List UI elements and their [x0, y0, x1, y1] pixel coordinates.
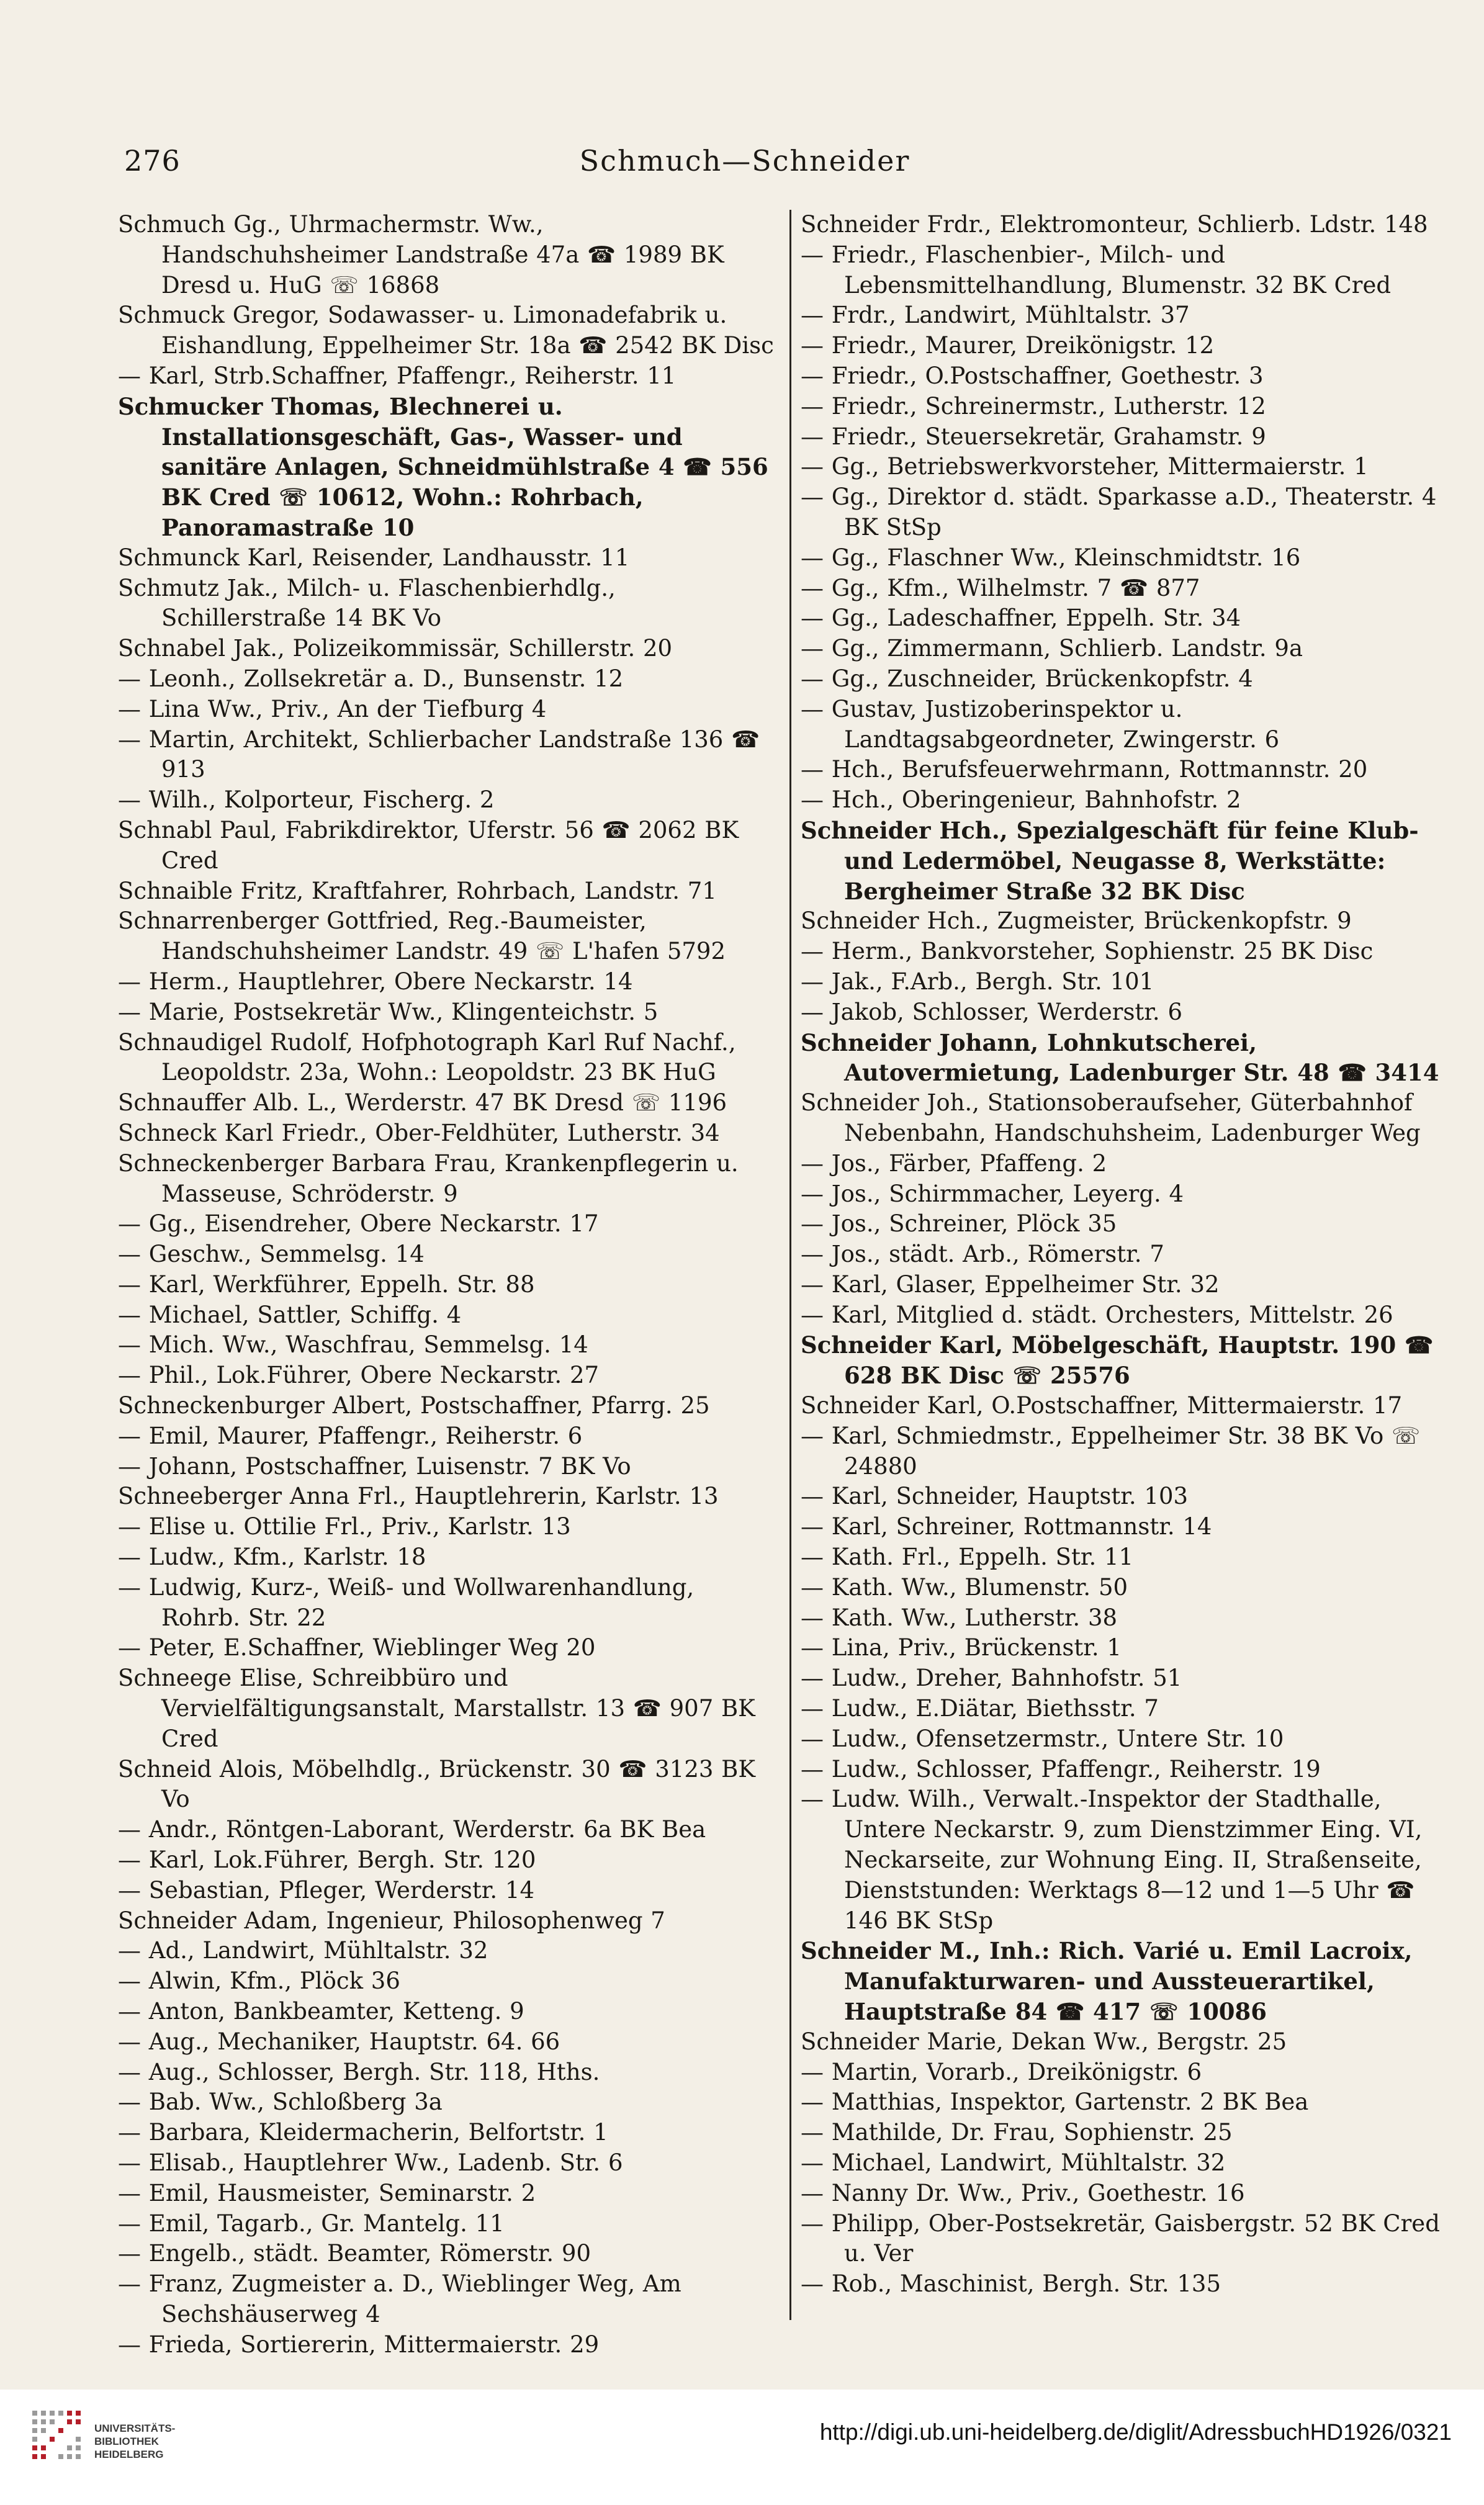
directory-entry: Schnabel Jak., Polizeikommissär, Schillerstr. 20 — [118, 635, 673, 662]
directory-entry: — Leonh., Zollsekretär a. D., Bunsenstr. 12 — [118, 665, 624, 692]
directory-entry: — Andr., Röntgen-Laborant, Werderstr. 6a BK Bea — [118, 1816, 706, 1843]
directory-entry: Schneider Joh., Stationsoberaufseher, Güterbahnhof Nebenbahn, Handschuhsheim, Ladenburger Weg — [801, 1089, 1421, 1146]
directory-entry: — Jos., Färber, Pfaffeng. 2 — [801, 1149, 1107, 1177]
directory-entry: — Hch., Oberingenieur, Bahnhofstr. 2 — [801, 786, 1241, 814]
directory-entry: Schneider Hch., Spezialgeschäft für feine Klub- und Ledermöbel, Neugasse 8, Werkstätte: Bergheimer Straße 32 BK Disc — [801, 816, 1419, 905]
directory-entry: — Ludw., Ofensetzermstr., Untere Str. 10 — [801, 1725, 1284, 1752]
directory-entry: — Geschw., Semmelsg. 14 — [118, 1241, 425, 1268]
directory-entry: — Aug., Schlosser, Bergh. Str. 118, Hths. — [118, 2058, 600, 2085]
directory-entry: — Phil., Lok.Führer, Obere Neckarstr. 27 — [118, 1362, 600, 1389]
directory-entry: — Emil, Hausmeister, Seminarstr. 2 — [118, 2179, 536, 2206]
directory-entry: Schneck Karl Friedr., Ober-Feldhüter, Lutherstr. 34 — [118, 1119, 720, 1146]
directory-entry: — Gg., Zuschneider, Brückenkopfstr. 4 — [801, 665, 1253, 692]
directory-entry: — Ludw., Dreher, Bahnhofstr. 51 — [801, 1665, 1182, 1692]
directory-entry: — Gg., Kfm., Wilhelmstr. 7 ☎ 877 — [801, 574, 1200, 601]
library-logo — [30, 2408, 191, 2476]
directory-entry: — Martin, Vorarb., Dreikönigstr. 6 — [801, 2058, 1202, 2085]
directory-entry: — Johann, Postschaffner, Luisenstr. 7 BK Vo — [118, 1452, 631, 1480]
directory-entry: — Jos., Schreiner, Plöck 35 — [801, 1210, 1117, 1238]
directory-entry: Schmutz Jak., Milch- u. Flaschenbierhdlg., Schillerstraße 14 BK Vo — [118, 574, 616, 632]
directory-entry: Schneckenberger Barbara Frau, Krankenpflegerin u. Masseuse, Schröderstr. 9 — [118, 1149, 739, 1207]
directory-entry: — Michael, Landwirt, Mühltalstr. 32 — [801, 2149, 1226, 2176]
directory-entry: Schneid Alois, Möbelhdlg., Brückenstr. 30 ☎ 3123 BK Vo — [118, 1755, 755, 1813]
directory-entry: — Marie, Postsekretär Ww., Klingenteichstr. 5 — [118, 998, 659, 1025]
directory-entry: — Matthias, Inspektor, Gartenstr. 2 BK Bea — [801, 2089, 1309, 2116]
directory-entry: — Gg., Betriebswerkvorsteher, Mittermaierstr. 1 — [801, 453, 1369, 480]
directory-entry: — Rob., Maschinist, Bergh. Str. 135 — [801, 2270, 1221, 2298]
page-header — [124, 144, 1365, 200]
directory-entry: — Lina Ww., Priv., An der Tiefburg 4 — [118, 695, 547, 722]
directory-entry: — Wilh., Kolporteur, Fischerg. 2 — [118, 786, 495, 814]
directory-entry: — Karl, Werkführer, Eppelh. Str. 88 — [118, 1270, 535, 1298]
page-number: 276 — [124, 144, 181, 178]
directory-entry: — Hch., Berufsfeuerwehrmann, Rottmannstr. 20 — [801, 756, 1368, 783]
directory-entry: — Emil, Tagarb., Gr. Mantelg. 11 — [118, 2210, 505, 2237]
directory-entry: — Karl, Schreiner, Rottmannstr. 14 — [801, 1513, 1212, 1540]
directory-entry: Schnabl Paul, Fabrikdirektor, Uferstr. 56 ☎ 2062 BK Cred — [118, 816, 739, 874]
library-name: UNIVERSITÄTS- BIBLIOTHEK HEIDELBERG — [94, 2422, 176, 2460]
directory-entry: — Bab. Ww., Schloßberg 3a — [118, 2089, 443, 2116]
directory-entry: — Gg., Zimmermann, Schlierb. Landstr. 9a — [801, 635, 1303, 662]
directory-entry: — Aug., Mechaniker, Hauptstr. 64. 66 — [118, 2028, 560, 2055]
directory-entry: — Nanny Dr. Ww., Priv., Goethestr. 16 — [801, 2179, 1245, 2206]
directory-entry: — Jos., Schirmmacher, Leyerg. 4 — [801, 1180, 1184, 1207]
right-column — [801, 210, 1459, 2326]
directory-entry: — Gg., Flaschner Ww., Kleinschmidtstr. 16 — [801, 544, 1301, 571]
directory-entry: — Karl, Strb.Schaffner, Pfaffengr., Reiherstr. 11 — [118, 362, 677, 389]
directory-entry: — Gg., Eisendreher, Obere Neckarstr. 17 — [118, 1210, 599, 1238]
directory-entry: — Frdr., Landwirt, Mühltalstr. 37 — [801, 302, 1190, 329]
directory-entry: Schnaudigel Rudolf, Hofphotograph Karl Ruf Nachf., Leopoldstr. 23a, Wohn.: Leopoldstr. 23 BK HuG — [118, 1028, 736, 1086]
directory-entry: — Franz, Zugmeister a. D., Wieblinger Weg, Am Sechshäuserweg 4 — [118, 2270, 681, 2327]
directory-entry: Schneider Karl, O.Postschaffner, Mittermaierstr. 17 — [801, 1392, 1403, 1419]
directory-entry: — Ludw. Wilh., Verwalt.-Inspektor der Stadthalle, Untere Neckarstr. 9, zum Dienstzimmer Eing. VI, Neckarseite, zur Wohnung Eing. II, Straßenseite, Dienststunden: Werktags 8—12 und 1—5 Uhr ☎ 146 BK StSp — [801, 1786, 1423, 1934]
directory-entry: — Martin, Architekt, Schlierbacher Landstraße 136 ☎ 913 — [118, 726, 760, 783]
directory-entry: — Jak., F.Arb., Bergh. Str. 101 — [801, 968, 1154, 995]
directory-entry: — Karl, Schneider, Hauptstr. 103 — [801, 1483, 1189, 1510]
directory-entry: — Sebastian, Pfleger, Werderstr. 14 — [118, 1876, 534, 1904]
column-divider — [789, 210, 791, 2320]
library-seal-icon — [30, 2408, 89, 2468]
directory-entry: Schneider Johann, Lohnkutscherei, Autovermietung, Ladenburger Str. 48 ☎ 3414 — [801, 1028, 1439, 1087]
directory-entry: — Frieda, Sortiererin, Mittermaierstr. 29 — [118, 2331, 600, 2358]
directory-entry: — Friedr., Steuersekretär, Grahamstr. 9 — [801, 423, 1266, 450]
directory-entry: — Karl, Glaser, Eppelheimer Str. 32 — [801, 1270, 1220, 1298]
directory-entry: Schmunck Karl, Reisender, Landhausstr. 11 — [118, 544, 630, 571]
directory-entry: — Mathilde, Dr. Frau, Sophienstr. 25 — [801, 2119, 1233, 2146]
directory-entry: — Elise u. Ottilie Frl., Priv., Karlstr. 13 — [118, 1513, 571, 1540]
directory-entry: — Ludw., Schlosser, Pfaffengr., Reiherstr. 19 — [801, 1755, 1321, 1783]
directory-entry: — Peter, E.Schaffner, Wieblinger Weg 20 — [118, 1634, 596, 1662]
directory-entry: — Kath. Ww., Lutherstr. 38 — [801, 1604, 1118, 1631]
directory-entry: — Karl, Schmiedmstr., Eppelheimer Str. 38 BK Vo ☏ 24880 — [801, 1422, 1421, 1480]
directory-entry: Schneider Adam, Ingenieur, Philosophenweg 7 — [118, 1907, 665, 1934]
directory-entry: — Jakob, Schlosser, Werderstr. 6 — [801, 998, 1182, 1025]
source-url-link[interactable]: http://digi.ub.uni-heidelberg.de/diglit/AdressbuchHD1926/0321 — [819, 2419, 1452, 2445]
directory-entry: Schneider Karl, Möbelgeschäft, Hauptstr. 190 ☎ 628 BK Disc ☏ 25576 — [801, 1331, 1434, 1390]
directory-entry: Schneege Elise, Schreibbüro und Vervielfältigungsanstalt, Marstallstr. 13 ☎ 907 BK Cred — [118, 1665, 755, 1752]
directory-entry: — Herm., Bankvorsteher, Sophienstr. 25 BK Disc — [801, 938, 1374, 965]
directory-entry: — Friedr., Schreinermstr., Lutherstr. 12 — [801, 392, 1266, 420]
directory-entry: — Gg., Direktor d. städt. Sparkasse a.D., Theaterstr. 4 BK StSp — [801, 483, 1437, 541]
directory-entry: — Lina, Priv., Brückenstr. 1 — [801, 1634, 1122, 1662]
directory-entry: — Friedr., Maurer, Dreikönigstr. 12 — [801, 332, 1215, 359]
directory-entry: — Jos., städt. Arb., Römerstr. 7 — [801, 1241, 1164, 1268]
directory-entry: Schneider Hch., Zugmeister, Brückenkopfstr. 9 — [801, 907, 1352, 935]
directory-entry: — Kath. Ww., Blumenstr. 50 — [801, 1573, 1128, 1601]
directory-entry: — Ad., Landwirt, Mühltalstr. 32 — [118, 1937, 488, 1964]
directory-entry: — Elisab., Hauptlehrer Ww., Ladenb. Str. 6 — [118, 2149, 623, 2176]
directory-entry: — Ludw., E.Diätar, Biethsstr. 7 — [801, 1695, 1159, 1722]
directory-entry: — Karl, Mitglied d. städt. Orchesters, Mittelstr. 26 — [801, 1301, 1393, 1328]
directory-entry: Schmuch Gg., Uhrmachermstr. Ww., Handschuhsheimer Landstraße 47a ☎ 1989 BK Dresd u. HuG ☏ 16868 — [118, 211, 724, 299]
directory-entry: — Anton, Bankbeamter, Ketteng. 9 — [118, 1998, 524, 2025]
running-head: Schmuch—Schneider — [579, 144, 911, 178]
directory-entry: Schneider M., Inh.: Rich. Varié u. Emil Lacroix, Manufakturwaren- und Aussteuerartikel, Hauptstraße 84 ☎ 417 ☏ 10086 — [801, 1937, 1413, 2026]
directory-entry: — Mich. Ww., Waschfrau, Semmelsg. 14 — [118, 1331, 588, 1359]
directory-entry: Schneider Marie, Dekan Ww., Bergstr. 25 — [801, 2028, 1287, 2055]
directory-entry: — Herm., Hauptlehrer, Obere Neckarstr. 14 — [118, 968, 633, 995]
directory-entry: — Alwin, Kfm., Plöck 36 — [118, 1968, 400, 1995]
left-column — [118, 210, 776, 2358]
directory-entry: — Barbara, Kleidermacherin, Belfortstr. 1 — [118, 2119, 608, 2146]
directory-entry: — Ludw., Kfm., Karlstr. 18 — [118, 1544, 426, 1571]
directory-entry: Schnaible Fritz, Kraftfahrer, Rohrbach, Landstr. 71 — [118, 877, 717, 904]
directory-entry: — Ludwig, Kurz-, Weiß- und Wollwarenhandlung, Rohrb. Str. 22 — [118, 1573, 695, 1631]
directory-entry: Schneckenburger Albert, Postschaffner, Pfarrg. 25 — [118, 1392, 710, 1419]
directory-entry: — Friedr., Flaschenbier-, Milch- und Lebensmittelhandlung, Blumenstr. 32 BK Cred — [801, 241, 1392, 299]
directory-entry: — Engelb., städt. Beamter, Römerstr. 90 — [118, 2240, 591, 2267]
directory-entry: — Gustav, Justizoberinspektor u. Landtagsabgeordneter, Zwingerstr. 6 — [801, 695, 1280, 753]
directory-entry: — Kath. Frl., Eppelh. Str. 11 — [801, 1544, 1134, 1571]
directory-entry: — Philipp, Ober-Postsekretär, Gaisbergstr. 52 BK Cred u. Ver — [801, 2210, 1440, 2267]
directory-entry: Schnauffer Alb. L., Werderstr. 47 BK Dresd ☏ 1196 — [118, 1089, 727, 1117]
directory-entry: Schmucker Thomas, Blechnerei u. Installationsgeschäft, Gas-, Wasser- und sanitäre Anlagen, Schneidmühlstraße 4 ☎ 556 BK Cred ☏ 10612, Wohn.: Rohrbach, Panoramastraße 10 — [118, 392, 768, 541]
directory-entry: Schneeberger Anna Frl., Hauptlehrerin, Karlstr. 13 — [118, 1483, 719, 1510]
directory-entry: Schneider Frdr., Elektromonteur, Schlierb. Ldstr. 148 — [801, 211, 1428, 238]
directory-entry: — Michael, Sattler, Schiffg. 4 — [118, 1301, 462, 1328]
footer — [0, 2390, 1484, 2505]
directory-entry: — Karl, Lok.Führer, Bergh. Str. 120 — [118, 1846, 536, 1874]
directory-entry: Schnarrenberger Gottfried, Reg.-Baumeister, Handschuhsheimer Landstr. 49 ☏ L'hafen 5792 — [118, 907, 726, 965]
directory-entry: Schmuck Gregor, Sodawasser- u. Limonadefabrik u. Eishandlung, Eppelheimer Str. 18a ☎ 2542 BK Disc — [118, 302, 774, 359]
directory-entry: — Friedr., O.Postschaffner, Goethestr. 3 — [801, 362, 1264, 389]
directory-entry: — Gg., Ladeschaffner, Eppelh. Str. 34 — [801, 605, 1241, 632]
directory-entry: — Emil, Maurer, Pfaffengr., Reiherstr. 6 — [118, 1422, 583, 1449]
